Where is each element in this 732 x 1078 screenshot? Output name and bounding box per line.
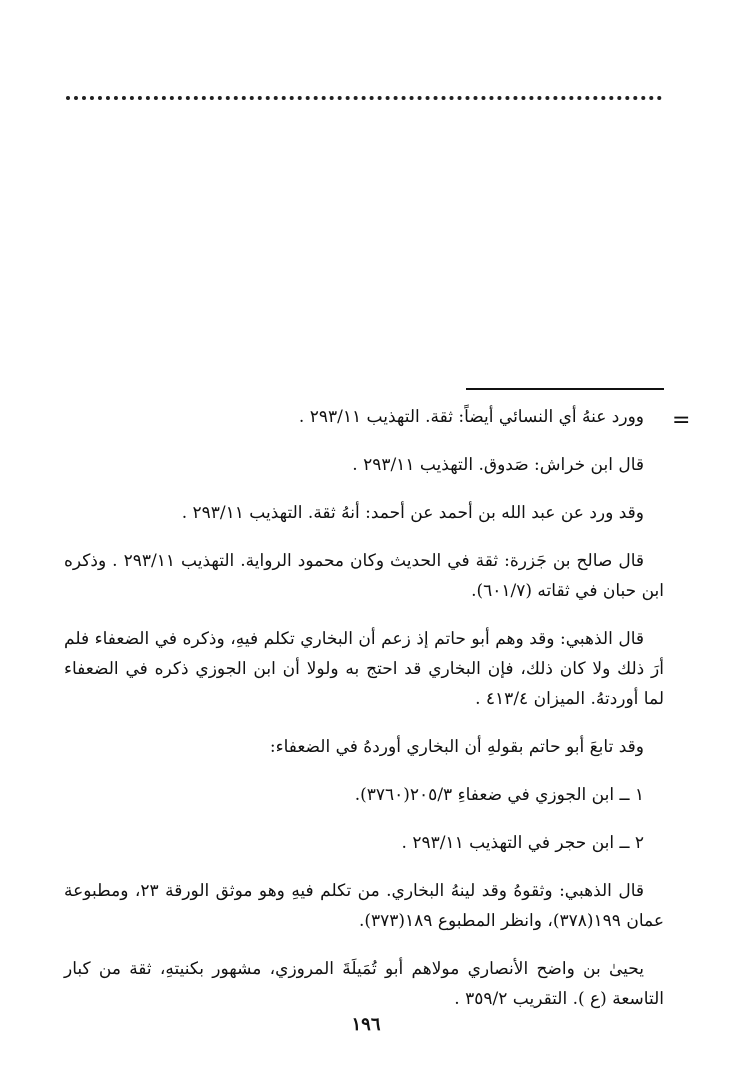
footnote-list-item-1: ١ ــ ابن الجوزي في ضعفاءِ ٢٠٥/٣(٣٧٦٠). bbox=[354, 785, 644, 805]
footnote-paragraph-7: قال الذهبي: وثقوهُ وقد لينهُ البخاري. من تكلم فيهِ وهو موثق الورقة ٢٣، ومطبوعة عمان ١٩٩(٣٧٨)، وانظر المطبوع ١٨٩(٣٧٣). bbox=[64, 881, 664, 931]
footnote-paragraph-8: يحيىٰ بن واضح الأنصاري مولاهم أبو تُمَيلَةَ المروزي، مشهور بكنيتهِ، ثقة من كبار التاسعة (ع ). التقريب ٣٥٩/٢ . bbox=[64, 959, 664, 1009]
footnote-list-item-2: ٢ ــ ابن حجر في التهذيب ٢٩٣/١١ . bbox=[401, 833, 644, 853]
footnote-paragraph-4: قال صالح بن جَزرة: ثقة في الحديث وكان محمود الرواية. التهذيب ٢٩٣/١١ . وذكره ابن حبان في ثقاته (٦٠١/٧). bbox=[64, 551, 664, 601]
dotted-separator bbox=[66, 96, 662, 100]
footnote-paragraph-6: وقد تابعَ أبو حاتم بقولهِ أن البخاري أوردهُ في الضعفاء: bbox=[269, 737, 644, 757]
footnote-paragraph-2: قال ابن خراش: صَدوق. التهذيب ٢٩٣/١١ . bbox=[352, 455, 644, 475]
footnote-paragraph-5: قال الذهبي: وقد وهم أبو حاتم إذ زعم أن البخاري تكلم فيهِ، وذكره في الضعفاء فلم أرَ ذلك ولا كان ذلك، فإن البخاري قد احتج به ولولا أن ابن الجوزي ذكره في الضعفاء لما أوردتهُ. الميزان ٤١٣/٤ . bbox=[64, 629, 664, 709]
footnotes-block bbox=[64, 402, 664, 1032]
footnote-paragraph-1: وورد عنهُ أي النسائي أيضاً: ثقة. التهذيب ٢٩٣/١١ . bbox=[298, 407, 644, 427]
page-number: ١٩٦ bbox=[351, 1014, 381, 1035]
footnote-separator-line bbox=[466, 388, 664, 390]
footnote-paragraph-3: وقد ورد عن عبد الله بن أحمد عن أحمد: أنهُ ثقة. التهذيب ٢٩٣/١١ . bbox=[181, 503, 644, 523]
footnote-continuation-mark: = bbox=[672, 408, 691, 433]
